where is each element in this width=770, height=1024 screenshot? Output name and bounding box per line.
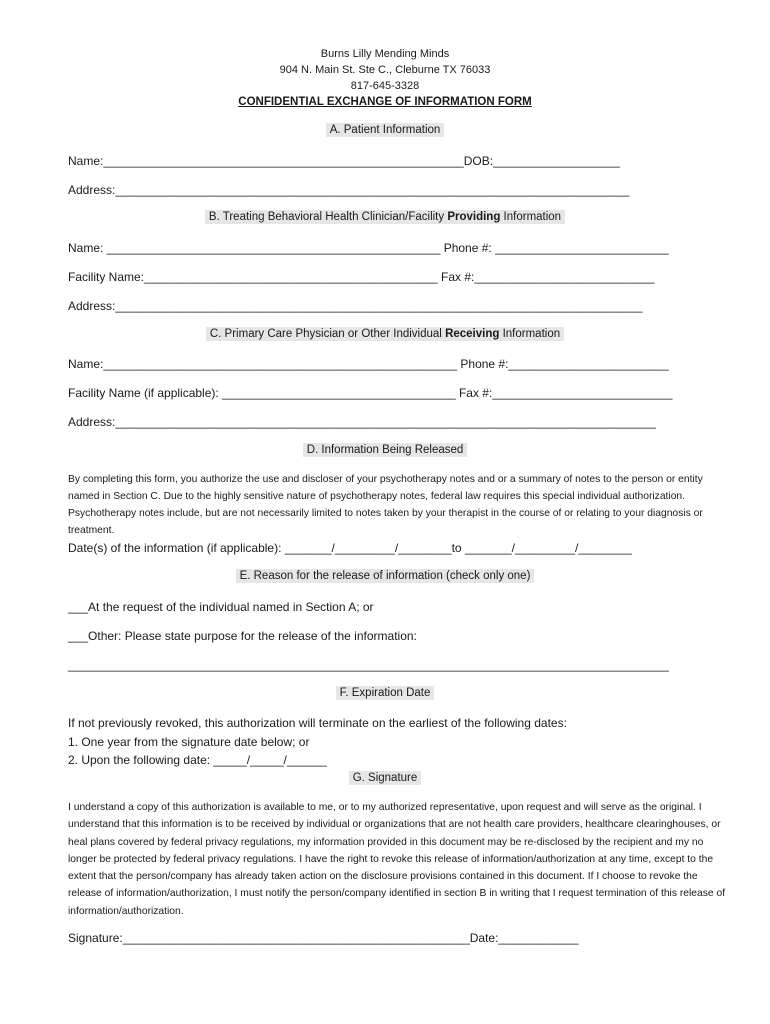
section-b-heading-bold: Providing	[447, 211, 501, 223]
form-title: CONFIDENTIAL EXCHANGE OF INFORMATION FORM	[238, 96, 532, 108]
section-c-heading	[0, 328, 770, 340]
section-e-heading-text: E. Reason for the release of information (check only one)	[236, 569, 535, 583]
expiration-date-field[interactable]: 2. Upon the following date: _____/_____/______	[68, 753, 327, 767]
expiration-intro: If not previously revoked, this authorization will terminate on the earliest of the following dates:	[68, 716, 567, 730]
section-g-heading-text: G. Signature	[349, 771, 422, 785]
reason-option-other[interactable]: ___Other: Please state purpose for the release of the information:	[68, 629, 417, 643]
recipient-facility-fax-field[interactable]: Facility Name (if applicable): ___________________________________ Fax #:___________________________	[68, 386, 673, 400]
section-f-heading	[0, 687, 770, 699]
recipient-name-phone-field[interactable]: Name:_____________________________________________________ Phone #:________________________	[68, 357, 669, 371]
section-a-heading	[0, 124, 770, 136]
reason-option-individual-request[interactable]: ___At the request of the individual named in Section A; or	[68, 600, 374, 614]
other-purpose-field[interactable]: __________________________________________________________________________________________	[68, 658, 669, 672]
section-c-heading-pre: C. Primary Care Physician or Other Individual	[209, 328, 446, 340]
section-b-heading-post: Information	[500, 211, 562, 223]
section-d-heading	[0, 444, 770, 456]
recipient-address-field[interactable]: Address:_________________________________________________________________________________	[68, 415, 656, 429]
section-c-heading-bold: Receiving	[445, 328, 500, 340]
section-c-heading-post: Information	[499, 328, 561, 340]
release-authorization-text: By completing this form, you authorize the use and discloser of your psychotherapy notes and or a summary of notes to the person or entity named in Section C. Due to the highly sensitive nature of psychotherapy notes, federal law requires this special individual authorization. Psychotherapy notes include, but are not necessarily limited to notes taken by your therapist in the course of or relating to your diagnosis or treatment.	[68, 474, 703, 536]
section-g-heading	[0, 772, 770, 784]
section-d-heading-text: D. Information Being Released	[303, 443, 468, 457]
section-a-heading-text: A. Patient Information	[326, 123, 445, 137]
org-name: Burns Lilly Mending Minds	[320, 48, 450, 60]
section-b-heading-pre: B. Treating Behavioral Health Clinician/Facility	[208, 211, 448, 223]
info-dates-field[interactable]: Date(s) of the information (if applicable): _______/_________/________to _______/_________/________	[68, 541, 632, 555]
provider-name-phone-field[interactable]: Name: __________________________________________________ Phone #: __________________________	[68, 241, 669, 255]
section-b-heading	[0, 211, 770, 223]
section-e-heading	[0, 570, 770, 582]
signature-date-field[interactable]: Signature:____________________________________________________Date:____________	[68, 931, 579, 945]
patient-name-dob-field[interactable]: Name:______________________________________________________DOB:___________________	[68, 154, 620, 168]
org-address: 904 N. Main St. Ste C., Cleburne TX 76033	[279, 64, 491, 76]
patient-address-field[interactable]: Address:_____________________________________________________________________________	[68, 183, 630, 197]
section-f-heading-text: F. Expiration Date	[336, 686, 435, 700]
org-phone: 817-645-3328	[350, 80, 420, 92]
signature-terms-text: I understand a copy of this authorization is available to me, or to my authorized representative, upon request and will serve as the original. I understand that this information is to be received by individual or organizations that are not health care providers, healthcare clearinghouses, or heal plans covered by federal privacy regulations, my information provided in this document may be re-disclosed by the recipient and my no longer be protected by federal privacy regulations. I have the right to revoke this release of information/authorization at any time, except to the extent that the person/company has already taken action on the disclosure provisions contained in this document. If I choose to revoke the release of information/authorization, I must notify the person/company identified in section B in writing that I request termination of this release of information/authorization.	[68, 802, 726, 917]
provider-facility-fax-field[interactable]: Facility Name:____________________________________________ Fax #:___________________________	[68, 270, 655, 284]
provider-address-field[interactable]: Address:_______________________________________________________________________________	[68, 299, 643, 313]
expiration-option-one-year: 1. One year from the signature date below; or	[68, 735, 310, 749]
